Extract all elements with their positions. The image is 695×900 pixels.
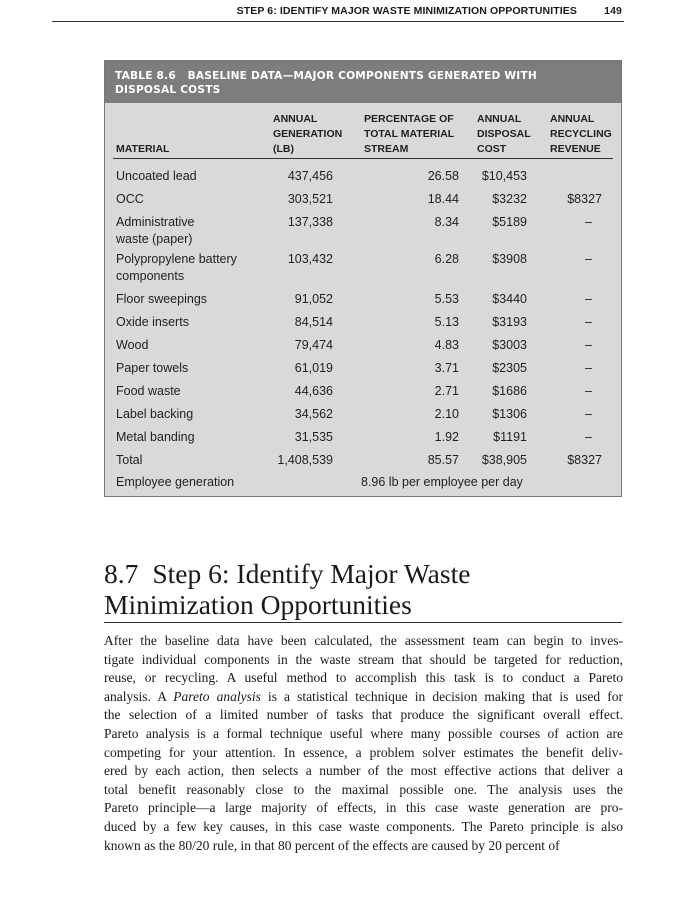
cell-percentage: 2.71 xyxy=(434,384,459,398)
body-line: tigate individual components in the waste stream that should be targeted for reduction, xyxy=(104,651,623,667)
body-line: known as the 80/20 rule, in that 80 percent of the effects are caused by 20 percent of xyxy=(104,837,560,853)
cell-percentage: 3.71 xyxy=(434,361,459,375)
cell-generation: 303,521 xyxy=(287,192,333,206)
cell-recycling-revenue: – xyxy=(585,430,592,444)
section-heading xyxy=(104,558,622,623)
cell-generation: 91,052 xyxy=(294,292,333,306)
cell-disposal-cost: $3193 xyxy=(492,315,527,329)
cell-recycling-revenue: $8327 xyxy=(567,192,602,206)
cell-generation: 84,514 xyxy=(294,315,333,329)
cell-material: Food waste xyxy=(116,384,181,398)
cell-material: Wood xyxy=(116,338,149,352)
cell-recycling-revenue: – xyxy=(585,361,592,375)
cell-disposal-cost: $1191 xyxy=(493,430,527,444)
baseline-data-table xyxy=(104,60,622,497)
cell-percentage: 2.10 xyxy=(434,407,459,421)
cell-recycling-revenue: – xyxy=(585,252,592,266)
cell-recycling-revenue: – xyxy=(585,215,592,229)
cell-disposal-cost: $3908 xyxy=(492,252,527,266)
cell-disposal-cost: $3003 xyxy=(492,338,527,352)
cell-recycling-revenue: – xyxy=(585,384,592,398)
cell-disposal-cost: $5189 xyxy=(492,215,527,229)
cell-percentage: 18.44 xyxy=(427,192,459,206)
cell-percentage: 4.83 xyxy=(434,338,459,352)
cell-disposal-cost: $10,453 xyxy=(481,169,527,183)
column-header-recycling: ANNUAL RECYCLING REVENUE xyxy=(550,113,612,155)
body-line: duced by a few key causes, in this case waste components. The Pareto principle is also xyxy=(104,818,623,834)
running-header xyxy=(52,4,624,22)
cell-material: OCC xyxy=(116,192,144,206)
body-line: After the baseline data have been calculated, the assessment team can begin to inves- xyxy=(104,633,623,648)
cell-generation: 437,456 xyxy=(287,169,333,183)
column-header-material: MATERIAL xyxy=(116,143,170,155)
section-title-line-2: Minimization Opportunities xyxy=(104,589,412,620)
column-header-disposal: ANNUAL DISPOSAL COST xyxy=(477,113,531,155)
section-number: 8.7 xyxy=(104,558,139,589)
cell-recycling-revenue: – xyxy=(585,338,592,352)
italic-term: Pareto analysis xyxy=(173,688,261,704)
cell-material: Oxide inserts xyxy=(116,315,189,329)
body-line: competing for your attention. In essence, a problem solver estimates the benefit deliv- xyxy=(104,744,623,760)
body-paragraph xyxy=(104,632,623,855)
body-line: reuse, or recycling. A useful method to accomplish this task is to conduct a Pareto xyxy=(104,670,623,686)
cell-material: Polypropylene battery components xyxy=(116,252,237,283)
body-line: Pareto principle—a large majority of effects, in this case waste generation are pro- xyxy=(104,800,623,816)
body-line: analysis. A Pareto analysis is a statistical technique in decision making that is used for xyxy=(104,688,623,704)
cell-generation: 79,474 xyxy=(294,338,333,352)
cell-recycling-revenue: $8327 xyxy=(567,453,602,467)
cell-generation: 61,019 xyxy=(294,361,333,375)
cell-disposal-cost: $3232 xyxy=(492,192,527,206)
cell-percentage: 1.92 xyxy=(434,430,459,444)
cell-disposal-cost: $2305 xyxy=(492,361,527,375)
cell-generation: 44,636 xyxy=(294,384,333,398)
column-header-generation: ANNUAL GENERATION (LB) xyxy=(273,113,343,155)
cell-percentage: 6.28 xyxy=(434,252,459,266)
cell-generation: 34,562 xyxy=(294,407,333,421)
cell-recycling-revenue: – xyxy=(585,292,592,306)
cell-generation: 103,432 xyxy=(287,252,333,266)
table-header-rule xyxy=(113,158,613,159)
cell-generation: 1,408,539 xyxy=(277,453,333,467)
cell-recycling-revenue: – xyxy=(585,315,592,329)
table-caption-line-1: TABLE 8.6 BASELINE DATA—MAJOR COMPONENTS GENERATED WITH xyxy=(115,70,537,82)
cell-disposal-cost: $1686 xyxy=(492,384,527,398)
section-title-line-1: Step 6: Identify Major Waste xyxy=(152,558,471,589)
cell-percentage: 8.34 xyxy=(434,215,459,229)
cell-percentage: 5.53 xyxy=(434,292,459,306)
cell-material: Total xyxy=(116,453,143,467)
table-caption-line-2: DISPOSAL COSTS xyxy=(115,84,221,96)
body-line: Pareto analysis is a formal technique useful where many possible courses of action are xyxy=(104,725,623,741)
cell-material: Administrative waste (paper) xyxy=(116,215,195,246)
cell-material: Uncoated lead xyxy=(116,169,197,183)
employee-generation-value: 8.96 lb per employee per day xyxy=(361,475,523,489)
running-header-title: STEP 6: IDENTIFY MAJOR WASTE MINIMIZATION OPPORTUNITIES xyxy=(236,5,577,17)
cell-disposal-cost: $38,905 xyxy=(481,453,527,467)
cell-material: Label backing xyxy=(116,407,194,421)
employee-generation-label: Employee generation xyxy=(116,475,235,489)
body-line: the selection of a limited number of tasks that produce the significant overall effect. xyxy=(104,707,623,723)
cell-material: Floor sweepings xyxy=(116,292,208,306)
cell-generation: 137,338 xyxy=(287,215,333,229)
cell-generation: 31,535 xyxy=(294,430,333,444)
cell-percentage: 85.57 xyxy=(427,453,459,467)
cell-percentage: 26.58 xyxy=(427,169,459,183)
cell-percentage: 5.13 xyxy=(434,315,459,329)
page-number: 149 xyxy=(604,5,622,17)
column-header-percentage: PERCENTAGE OF TOTAL MATERIAL STREAM xyxy=(364,113,455,155)
cell-material: Paper towels xyxy=(116,361,189,375)
body-line: ered by each action, then selects a number of the most effective actions that deliver a xyxy=(104,763,623,779)
body-line: total benefit reasonably close to the maximal possible one. The analysis uses the xyxy=(104,781,623,797)
cell-material: Metal banding xyxy=(116,430,195,444)
cell-disposal-cost: $1306 xyxy=(492,407,527,421)
cell-disposal-cost: $3440 xyxy=(492,292,527,306)
table-caption xyxy=(105,61,621,103)
cell-recycling-revenue: – xyxy=(585,407,592,421)
